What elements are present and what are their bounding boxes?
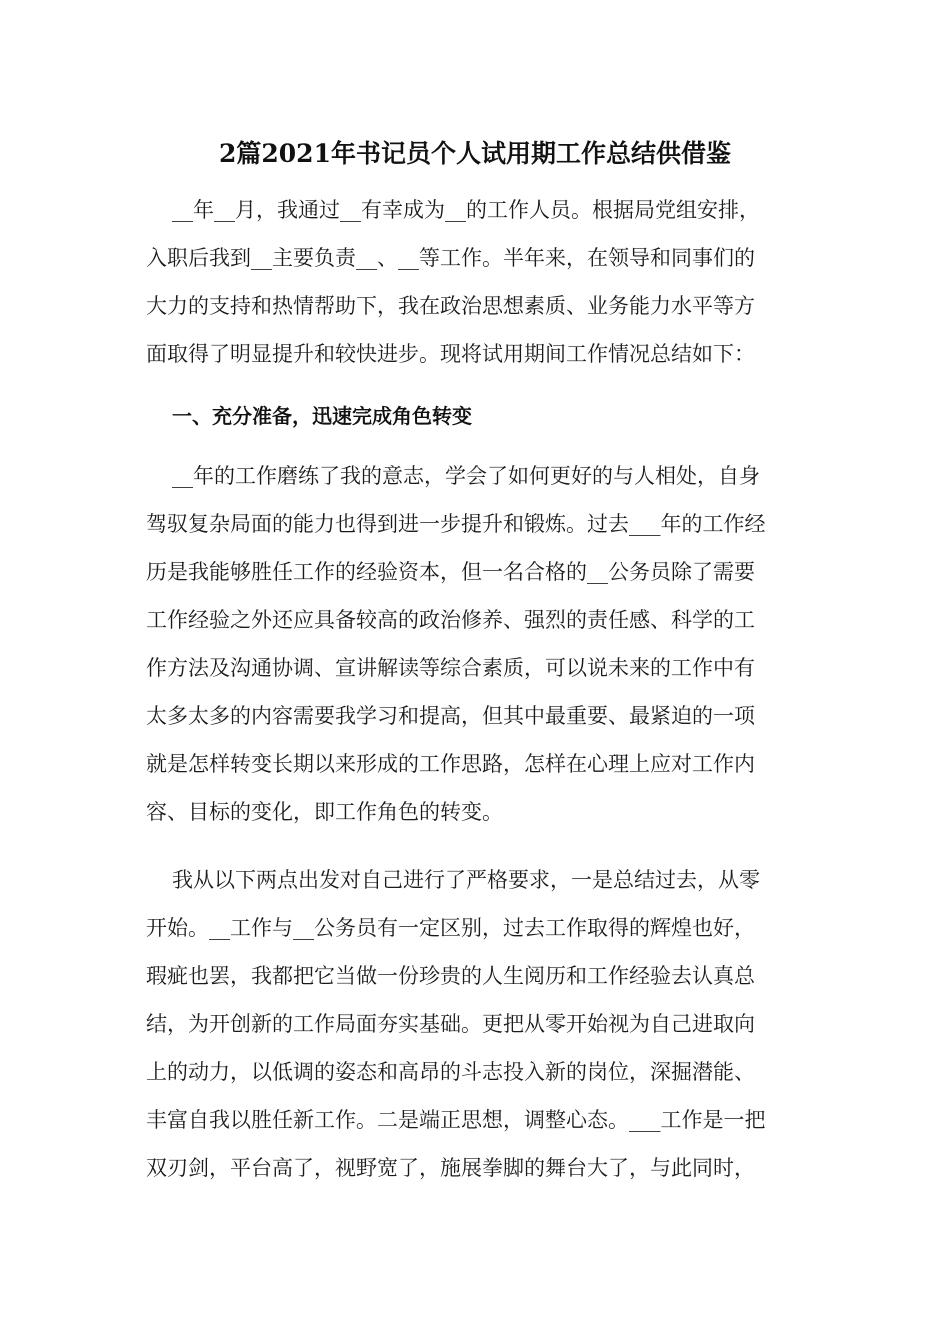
paragraph-line: 开始。__工作与__公务员有一定区别，过去工作取得的辉煌也好， [146, 916, 755, 940]
paragraph-line: 上的动力，以低调的姿态和高昂的斗志投入新的岗位，深掘潜能、 [146, 1060, 755, 1084]
paragraph-line: 丰富自我以胜任新工作。二是端正思想，调整心态。___工作是一把 [146, 1108, 766, 1132]
paragraph-line: 太多太多的内容需要我学习和提高，但其中最重要、最紧迫的一项 [146, 704, 755, 728]
paragraph-line: 历是我能够胜任工作的经验资本，但一名合格的__公务员除了需要 [146, 560, 755, 584]
document-title: 2篇2021年书记员个人试用期工作总结供借鉴 [219, 139, 731, 168]
paragraph-line: __年__月，我通过__有幸成为__的工作人员。根据局党组安排， [172, 198, 760, 222]
paragraph-line: 面取得了明显提升和较快进步。现将试用期间工作情况总结如下： [146, 342, 755, 366]
paragraph-line: 结，为开创新的工作局面夯实基础。更把从零开始视为自己进取向 [146, 1012, 755, 1036]
paragraph-line: 就是怎样转变长期以来形成的工作思路，怎样在心理上应对工作内 [146, 752, 755, 776]
paragraph-line: 驾驭复杂局面的能力也得到进一步提升和锻炼。过去___年的工作经 [146, 512, 766, 536]
paragraph-line: 容、目标的变化，即工作角色的转变。 [146, 800, 503, 824]
paragraph-line: 瑕疵也罢，我都把它当做一份珍贵的人生阅历和工作经验去认真总 [146, 964, 755, 988]
paragraph-line: 作方法及沟通协调、宣讲解读等综合素质，可以说未来的工作中有 [146, 656, 755, 680]
paragraph-line: 我从以下两点出发对自己进行了严格要求，一是总结过去，从零 [172, 868, 760, 892]
paragraph-line: 工作经验之外还应具备较高的政治修养、强烈的责任感、科学的工 [146, 608, 755, 632]
paragraph-line: 双刃剑，平台高了，视野宽了，施展拳脚的舞台大了，与此同时， [146, 1156, 755, 1180]
paragraph-line: __年的工作磨练了我的意志，学会了如何更好的与人相处，自身 [172, 464, 760, 488]
paragraph-line: 大力的支持和热情帮助下，我在政治思想素质、业务能力水平等方 [146, 294, 755, 318]
section-heading: 一、充分准备，迅速完成角色转变 [172, 404, 472, 428]
paragraph-line: 入职后我到__主要负责__、__等工作。半年来，在领导和同事们的 [146, 246, 755, 270]
